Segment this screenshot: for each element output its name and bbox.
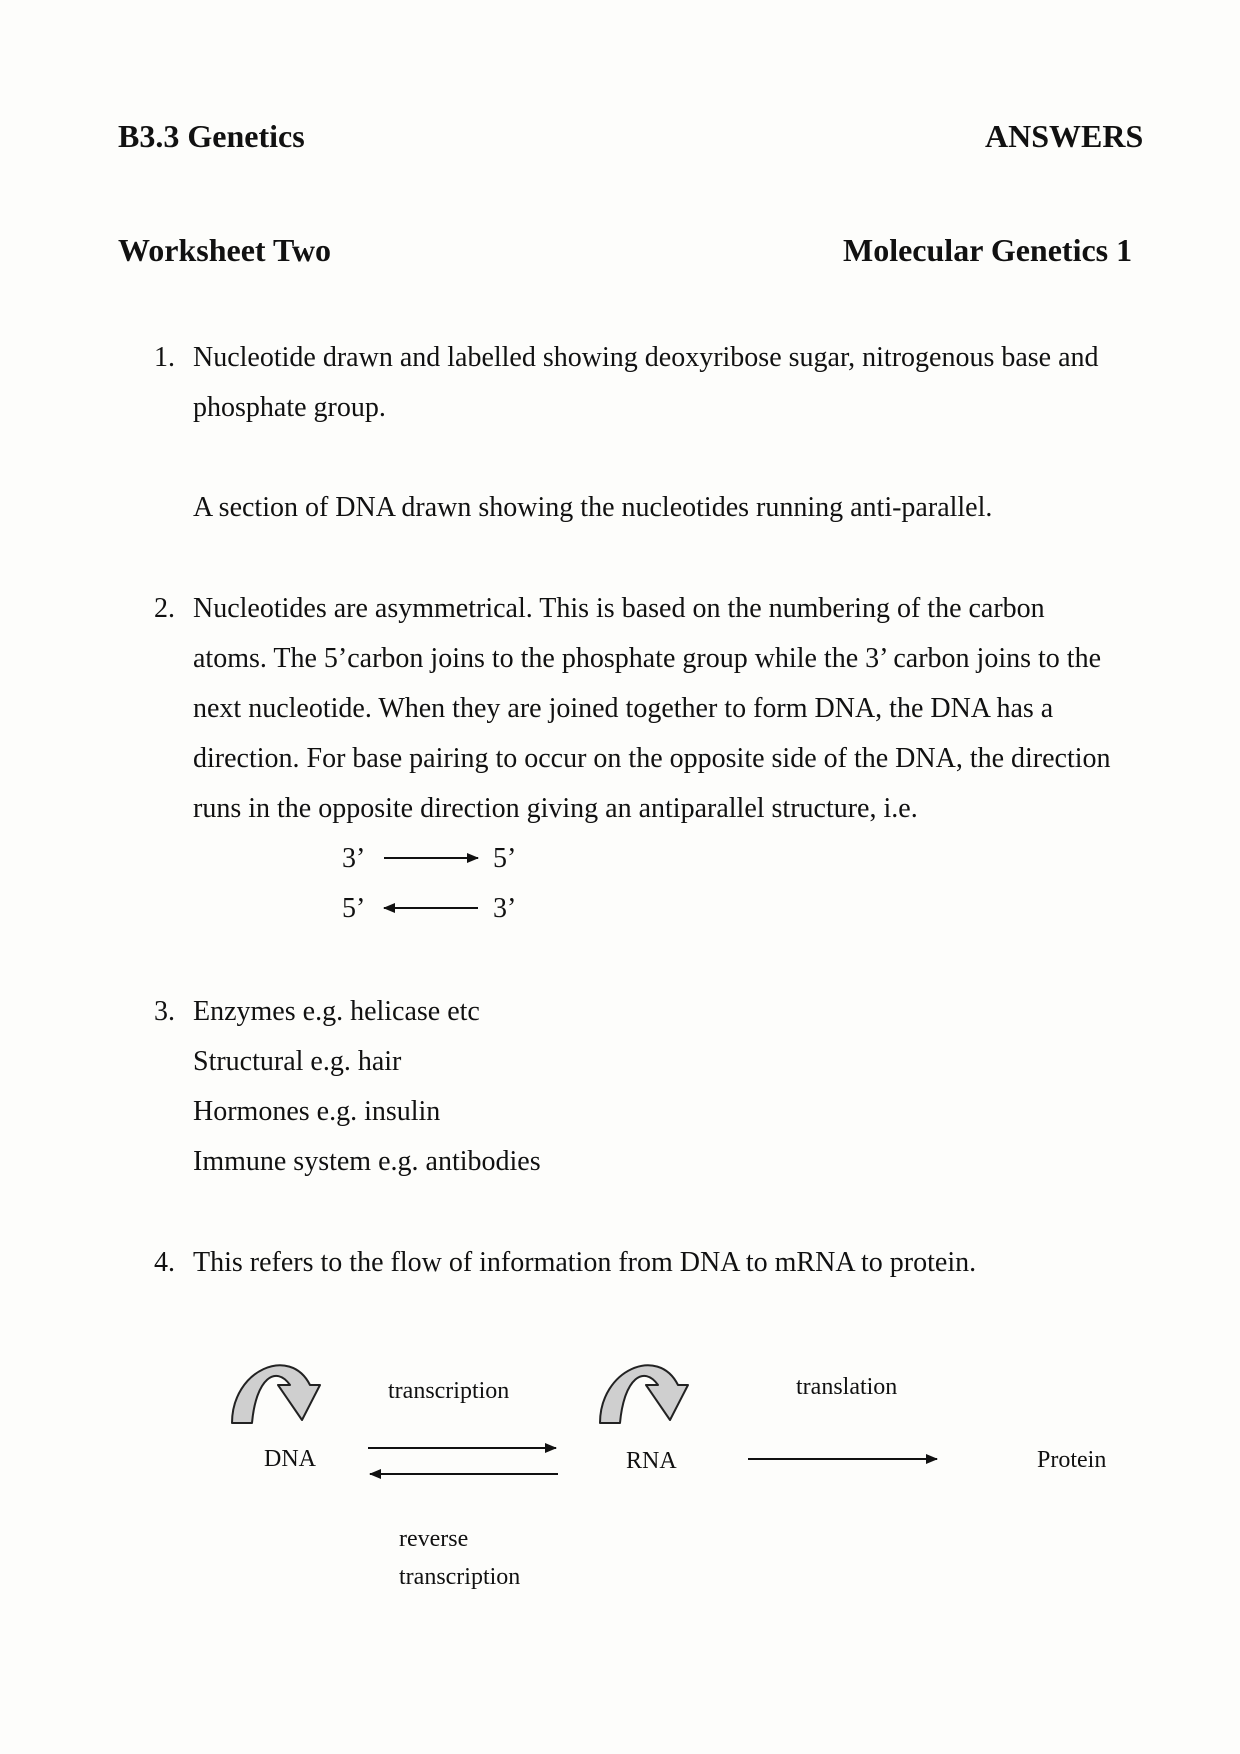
q4-number: 4.	[154, 1247, 175, 1278]
q2-line-3: next nucleotide. When they are joined together to form DNA, the DNA has a	[193, 693, 1054, 724]
q1-line-3: A section of DNA drawn showing the nucleotides running anti-parallel.	[193, 492, 993, 523]
q3-line-4: Immune system e.g. antibodies	[193, 1146, 541, 1177]
q1-line-2: phosphate group.	[193, 392, 386, 423]
q3-line-1: Enzymes e.g. helicase etc	[193, 996, 480, 1027]
q3-line-3: Hormones e.g. insulin	[193, 1096, 441, 1127]
reverse-transcription-label: transcription	[399, 1564, 521, 1590]
strand-top-right-label: 5’	[493, 843, 517, 874]
q2-line-4: direction. For base pairing to occur on the opposite side of the DNA, the direction	[193, 743, 1111, 774]
dna-label: DNA	[264, 1446, 316, 1472]
q2-line-2: atoms. The 5’carbon joins to the phosphate group while the 3’ carbon joins to the	[193, 643, 1101, 674]
topic-title: Molecular Genetics 1	[843, 232, 1133, 268]
q1-number: 1.	[154, 342, 175, 373]
q2-line-1: Nucleotides are asymmetrical. This is based on the numbering of the carbon	[193, 593, 1045, 624]
worksheet-title: Worksheet Two	[118, 232, 332, 268]
dna-replication-arrow-icon	[232, 1365, 320, 1423]
q2-line-5: runs in the opposite direction giving an antiparallel structure, i.e.	[193, 793, 918, 824]
rna-label: RNA	[626, 1448, 677, 1474]
answers-label: ANSWERS	[985, 118, 1144, 154]
reverse-label: reverse	[399, 1526, 469, 1552]
q3-number: 3.	[154, 996, 175, 1027]
strand-top-left-label: 3’	[342, 843, 366, 874]
q3-line-2: Structural e.g. hair	[193, 1046, 402, 1077]
protein-label: Protein	[1037, 1447, 1107, 1473]
q2-number: 2.	[154, 593, 175, 624]
q4-text: This refers to the flow of information from DNA to mRNA to protein.	[193, 1247, 977, 1278]
strand-bottom-left-label: 5’	[342, 893, 366, 924]
strand-bottom-right-label: 3’	[493, 893, 517, 924]
translation-label: translation	[796, 1374, 898, 1400]
course-title: B3.3 Genetics	[118, 118, 305, 154]
q1-line-1: Nucleotide drawn and labelled showing deoxyribose sugar, nitrogenous base and	[193, 342, 1099, 373]
rna-replication-arrow-icon	[600, 1365, 688, 1423]
transcription-label: transcription	[388, 1378, 510, 1404]
